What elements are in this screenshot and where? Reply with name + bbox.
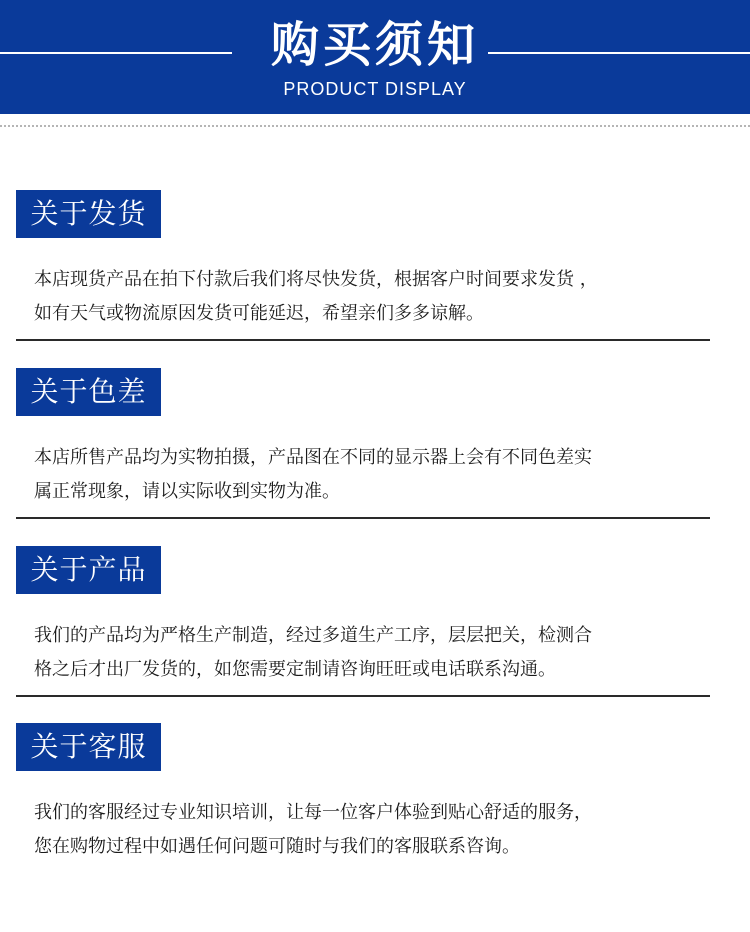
section-text — [34, 619, 714, 687]
page-title: 购买须知 — [270, 17, 479, 73]
section-label: 关于发货 — [16, 190, 161, 238]
section-text-line: 我们的客服经过专业知识培训，让每一位客户体验到贴心舒适的服务， — [34, 802, 592, 823]
section-text — [34, 796, 714, 864]
section-text — [34, 263, 714, 331]
section-text-line: 格之后才出厂发货的，如您需要定制请咨询旺旺或电话联系沟通。 — [34, 659, 556, 680]
section-label: 关于色差 — [16, 368, 161, 416]
header-banner — [0, 0, 750, 114]
section-divider — [16, 517, 710, 519]
section-text — [34, 441, 714, 509]
section-label: 关于产品 — [16, 546, 161, 594]
section-text-line: 本店所售产品均为实物拍摄，产品图在不同的显示器上会有不同色差实 — [34, 447, 592, 468]
dotted-divider — [0, 125, 750, 127]
page-subtitle: PRODUCT DISPLAY — [283, 79, 467, 99]
section-text-line: 属正常现象，请以实际收到实物为准。 — [34, 481, 340, 502]
section-divider — [16, 695, 710, 697]
section-text-line: 我们的产品均为严格生产制造，经过多道生产工序，层层把关，检测合 — [34, 625, 592, 646]
section-text-line: 您在购物过程中如遇任何问题可随时与我们的客服联系咨询。 — [34, 836, 520, 857]
section-label: 关于客服 — [16, 723, 161, 771]
section-text-line: 如有天气或物流原因发货可能延迟，希望亲们多多谅解。 — [34, 303, 484, 324]
section-text-line: 本店现货产品在拍下付款后我们将尽快发货，根据客户时间要求发货 ， — [34, 269, 598, 290]
section-divider — [16, 339, 710, 341]
